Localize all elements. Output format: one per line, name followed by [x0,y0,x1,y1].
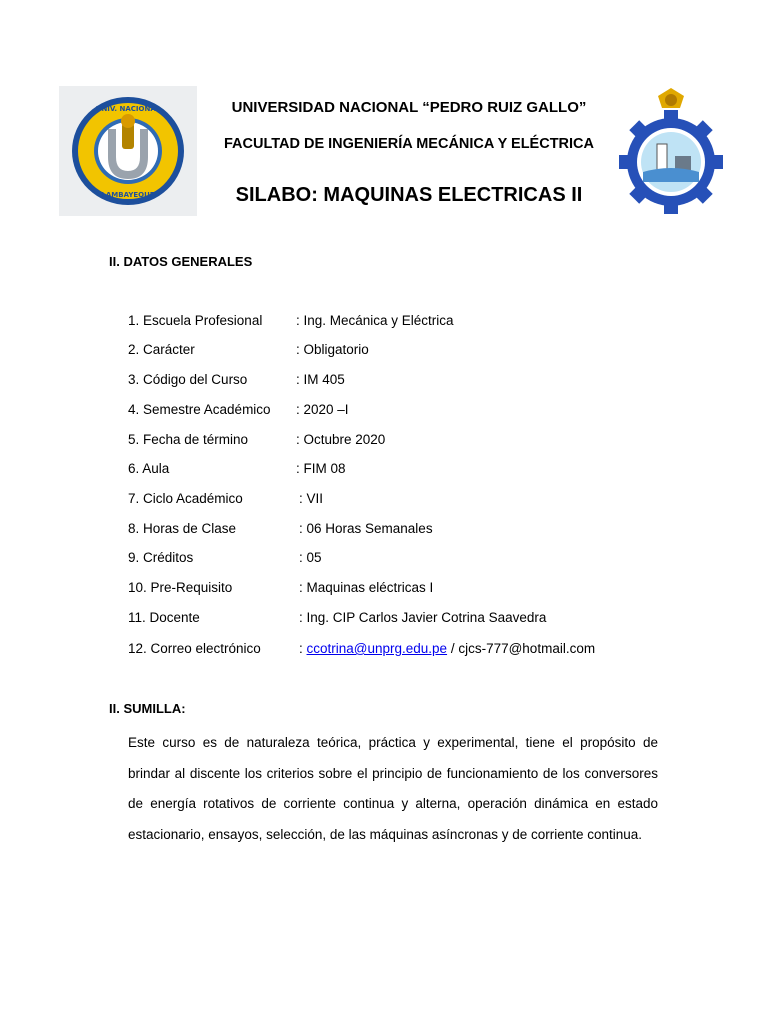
university-seal-icon [70,95,186,207]
datos-value: : 2020 –I [296,402,349,417]
datos-row-correo [128,641,688,659]
datos-label: 9. Créditos [128,550,194,565]
datos-label: 6. Aula [128,461,170,476]
datos-row-docente [128,610,688,628]
email-values [299,641,595,656]
faculty-logo [618,86,724,214]
datos-label: 10. Pre-Requisito [128,580,233,595]
datos-value: : VII [299,491,324,506]
page-title: SILABO: MAQUINAS ELECTRICAS II [235,184,583,206]
datos-row-escuela [128,313,688,331]
datos-label: 11. Docente [128,610,200,625]
sumilla-text: Este curso es de naturaleza teórica, práctica y experimental, tiene el propósito de brindar al discente los criterios sobre el principio de funcionamiento de los conversores de energía rotativos de corriente continua y alterna, operación dinámica en estado estacionario, ensayos, selección, de las máquinas asíncronas y de corriente continua. [128,735,658,842]
datos-value: : 06 Horas Semanales [299,521,433,536]
datos-row-semestre [128,402,688,420]
datos-label: 3. Código del Curso [128,372,248,387]
datos-row-ciclo [128,491,688,509]
datos-label: 4. Semestre Académico [128,402,271,417]
datos-label: 12. Correo electrónico [128,641,261,656]
datos-row-caracter [128,342,688,360]
datos-value: : IM 405 [296,372,345,387]
datos-label: 7. Ciclo Académico [128,491,243,506]
datos-value: : Ing. CIP Carlos Javier Cotrina Saavedra [299,610,547,625]
section-heading-datos-generales: II. DATOS GENERALES [109,254,253,269]
datos-row-creditos [128,550,688,568]
datos-label: 1. Escuela Profesional [128,313,263,328]
svg-text:UNIV. NACIONAL: UNIV. NACIONAL [95,105,161,113]
datos-row-prerequisito [128,580,688,598]
faculty-gear-seal-icon [618,86,724,214]
email-link[interactable]: ccotrina@unprg.edu.pe [306,641,448,656]
datos-row-aula [128,461,688,479]
datos-value: : Ing. Mecánica y Eléctrica [296,313,454,328]
university-logo [59,86,197,216]
datos-label: 2. Carácter [128,342,195,357]
datos-row-horas [128,521,688,539]
section-heading-sumilla: II. SUMILLA: [109,701,186,716]
datos-row-fecha [128,432,688,450]
datos-label: 5. Fecha de término [128,432,249,447]
email-separator: / [447,641,459,656]
email-prefix: : [299,641,307,656]
datos-value: : Obligatorio [296,342,369,357]
datos-value: : Maquinas eléctricas I [299,580,434,595]
faculty-name: FACULTAD DE INGENIERÍA MECÁNICA Y ELÉCTRICA [223,136,595,152]
datos-row-codigo [128,372,688,390]
datos-value: : Octubre 2020 [296,432,386,447]
svg-text:LAMBAYEQUE: LAMBAYEQUE [101,191,155,199]
datos-value: : FIM 08 [296,461,346,476]
datos-label: 8. Horas de Clase [128,521,237,536]
datos-value: : 05 [299,550,322,565]
university-name: UNIVERSIDAD NACIONAL “PEDRO RUIZ GALLO” [231,99,587,116]
email-alternate: cjcs-777@hotmail.com [458,641,596,656]
